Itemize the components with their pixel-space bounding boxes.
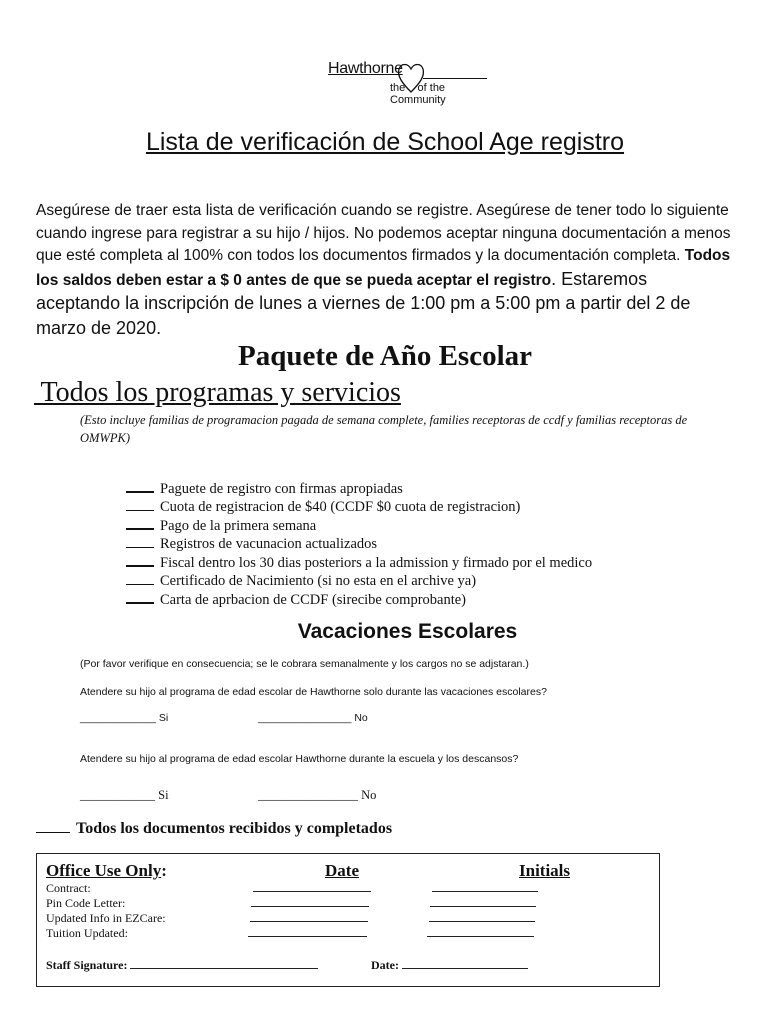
staff-signature — [46, 958, 318, 973]
check-blank[interactable] — [126, 535, 154, 548]
todos-heading — [34, 377, 401, 409]
initials-field[interactable] — [430, 906, 536, 907]
office-row-label: Contract: — [46, 881, 91, 895]
registration-checklist — [126, 479, 592, 609]
check-blank[interactable] — [126, 572, 154, 585]
date-field[interactable] — [251, 906, 369, 907]
check-blank[interactable] — [126, 479, 154, 493]
checklist-item-label: Cuota de registracion de $40 (CCDF $0 cuota de registracion) — [160, 499, 521, 515]
q1-no-field[interactable]: ________________ No — [258, 712, 368, 724]
date-field[interactable] — [253, 891, 371, 892]
check-blank[interactable] — [126, 516, 154, 530]
paquete-heading: Paquete de Año Escolar — [237, 340, 533, 372]
question-school-and-breaks: Atendere su hijo al programa de edad escolar Hawthorne durante la escuela y los descansos? — [80, 753, 519, 765]
hawthorne-logo — [328, 58, 493, 106]
staff-signature-field[interactable] — [130, 958, 318, 969]
date-field[interactable] — [248, 936, 367, 937]
page-title: Lista de verificación de School Age registro — [145, 128, 625, 156]
checklist-item[interactable] — [126, 572, 592, 590]
staff-date — [371, 958, 528, 973]
checklist-item-label: Pago de la primera semana — [160, 518, 317, 534]
logo-underline — [423, 78, 487, 79]
checklist-item[interactable] — [126, 590, 592, 609]
checklist-item[interactable] — [126, 516, 592, 535]
date-lines — [37, 881, 657, 941]
checklist-item-label: Certificado de Nacimiento (si no esta en el archive ya) — [160, 573, 477, 589]
docs-received-label: Todos los documentos recibidos y completados — [76, 820, 393, 837]
initials-column-header: Initials — [519, 861, 571, 880]
logo-sub-rest: of the Community — [390, 82, 446, 106]
staff-signature-label: Staff Signature — [46, 958, 124, 972]
checklist-item[interactable] — [126, 553, 592, 572]
q1-si-field[interactable]: _____________ Si — [80, 712, 169, 724]
date-line-row — [37, 926, 657, 941]
date-line-row — [37, 881, 657, 896]
office-use-title-text: Office Use Only — [46, 861, 162, 880]
check-blank[interactable] — [126, 590, 154, 604]
staff-signature-colon: : — [123, 958, 131, 972]
question-vacations-only: Atendere su hijo al programa de edad escolar de Hawthorne solo durante las vacaciones escolares? — [80, 686, 547, 698]
office-use-box — [36, 853, 660, 987]
vacaciones-note: (Por favor verifique en consecuencia; se le cobrara semanalmente y los cargos no se adjstaran.) — [80, 658, 529, 670]
logo-name: Hawthorne — [328, 60, 403, 77]
logo-subtitle — [390, 82, 493, 106]
all-documents-received[interactable] — [36, 818, 392, 838]
checklist-item-label: Paguete de registro con firmas apropiadas — [160, 481, 403, 497]
todos-note: (Esto incluye familias de programacion pagada de semana complete, families receptoras de ccdf y familias receptoras de OMWPK) — [80, 413, 688, 445]
check-blank[interactable] — [126, 553, 154, 567]
q2-si-field[interactable]: ____________ Si — [80, 788, 169, 802]
intro-bold-text: Todos los saldos deben estar a $ 0 antes de que se pueda aceptar el registro — [36, 247, 731, 289]
date-field[interactable] — [250, 921, 368, 922]
checklist-item-label: Fiscal dentro los 30 dias posteriors a la admission y firmado por el medico — [160, 555, 593, 571]
check-blank[interactable] — [126, 498, 154, 511]
office-use-title — [46, 861, 167, 881]
office-row-label: Tuition Updated: — [46, 926, 128, 940]
checklist-item-label: Carta de aprbacion de CCDF (sirecibe comprobante) — [160, 592, 467, 608]
intro-text-2: . Estaremos aceptando la inscripción de lunes a viernes de 1:00 pm a 5:00 pm a partir del 2 de marzo de 2020. — [36, 268, 691, 338]
intro-paragraph — [36, 200, 736, 341]
office-use-colon: : — [161, 861, 167, 880]
checklist-item[interactable] — [126, 479, 592, 498]
todos-heading-text: Todos los programas y servicios — [40, 377, 401, 408]
logo-sub-the: the — [390, 82, 406, 94]
checklist-item[interactable] — [126, 535, 592, 553]
staff-date-field[interactable] — [402, 958, 528, 969]
intro-text-1: Asegúrese de traer esta lista de verificación cuando se registre. Asegúrese de tener todo lo siguiente cuando ingrese para registrar a su hijo / hijos. No podemos aceptar ninguna documentación a menos que esté completa al 100% con todos los documentos firmados y la documentación completa. — [36, 202, 731, 264]
office-row-label: Pin Code Letter: — [46, 896, 126, 910]
date-column-header: Date — [325, 861, 359, 880]
q2-no-field[interactable]: ________________ No — [258, 788, 377, 802]
checklist-item-label: Registros de vacunacion actualizados — [160, 536, 378, 552]
initials-field[interactable] — [427, 936, 534, 937]
initials-field[interactable] — [432, 891, 538, 892]
initials-field[interactable] — [429, 921, 535, 922]
date-line-row — [37, 896, 657, 911]
staff-date-label: Date: — [371, 958, 399, 972]
office-row-label: Updated Info in EZCare: — [46, 911, 166, 925]
docs-blank[interactable] — [36, 818, 70, 833]
date-line-row — [37, 911, 657, 926]
vacaciones-heading: Vacaciones Escolares — [297, 620, 518, 643]
checklist-item[interactable] — [126, 498, 592, 516]
